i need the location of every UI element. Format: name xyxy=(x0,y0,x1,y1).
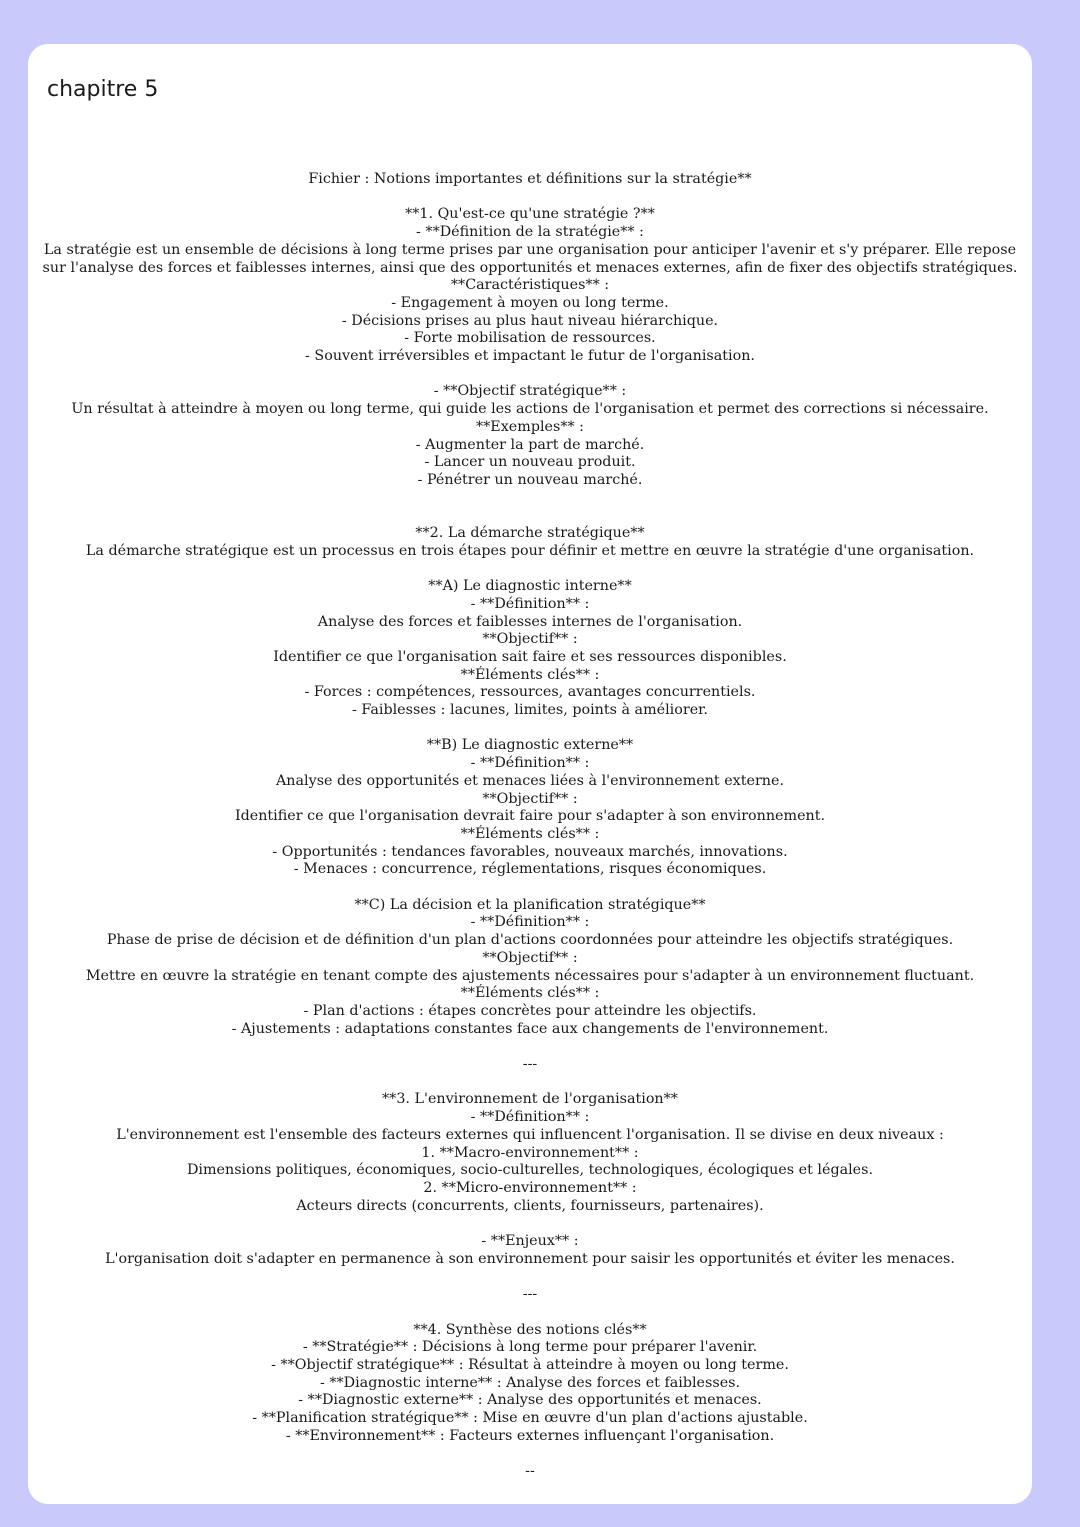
document-line: Identifier ce que l'organisation sait faire et ses ressources disponibles. xyxy=(273,648,787,665)
blank-line xyxy=(42,1038,1018,1056)
document-line: Identifier ce que l'organisation devrait faire pour s'adapter à son environnement. xyxy=(234,808,826,825)
document-body xyxy=(42,171,1021,1481)
document-line: - Augmenter la part de marché. xyxy=(415,436,645,453)
document-line: 2. **Micro-environnement** : xyxy=(423,1179,637,1196)
document-line: -- xyxy=(525,1463,535,1480)
document-line: - **Diagnostic interne** : Analyse des forces et faiblesses. xyxy=(319,1374,741,1391)
document-line: **Éléments clés** : xyxy=(460,666,600,683)
document-line: **4. Synthèse des notions clés** xyxy=(413,1321,647,1338)
blank-line xyxy=(42,1268,1018,1286)
document-line: **3. L'environnement de l'organisation** xyxy=(382,1091,678,1108)
document-line: **Caractéristiques** : xyxy=(450,277,610,294)
document-line: **1. Qu'est-ce qu'une stratégie ?** xyxy=(405,206,655,223)
document-line: - Engagement à moyen ou long terme. xyxy=(391,294,669,311)
document-line: - **Définition** : xyxy=(470,595,590,612)
blank-line xyxy=(42,366,1018,384)
document-line: **Objectif** : xyxy=(482,949,578,966)
document-line: Phase de prise de décision et de définition d'un plan d'actions coordonnées pour atteindre les objectifs stratégiques. xyxy=(106,932,954,949)
blank-line xyxy=(42,720,1018,738)
document-line: - Plan d'actions : étapes concrètes pour atteindre les objectifs. xyxy=(303,1002,757,1019)
document-line: - **Stratégie** : Décisions à long terme pour préparer l'avenir. xyxy=(302,1339,758,1356)
document-line: La démarche stratégique est un processus en trois étapes pour définir et mettre en œuvre la stratégie d'une organisation. xyxy=(85,542,975,559)
document-line: - Lancer un nouveau produit. xyxy=(424,454,636,471)
document-line: **Éléments clés** : xyxy=(460,985,600,1002)
document-line: - **Objectif stratégique** : Résultat à atteindre à moyen ou long terme. xyxy=(271,1356,789,1373)
chapter-title: chapitre 5 xyxy=(47,77,159,102)
document-line: - **Enjeux** : xyxy=(481,1233,579,1250)
document-line: L'organisation doit s'adapter en permanence à son environnement pour saisir les opportunités et éviter les menaces. xyxy=(105,1250,955,1267)
document-line: - Faiblesses : lacunes, limites, points à améliorer. xyxy=(352,702,708,719)
document-line: - Pénétrer un nouveau marché. xyxy=(417,471,643,488)
blank-line xyxy=(42,1304,1018,1322)
document-line: - Forces : compétences, ressources, avantages concurrentiels. xyxy=(304,684,756,701)
blank-line xyxy=(42,1074,1018,1092)
document-line: Analyse des forces et faiblesses internes de l'organisation. xyxy=(317,613,743,630)
document-line: - Souvent irréversibles et impactant le futur de l'organisation. xyxy=(305,348,755,365)
document-line: --- xyxy=(522,1056,538,1073)
document-line: **Objectif** : xyxy=(482,790,578,807)
blank-line xyxy=(42,879,1018,897)
document-line: - **Environnement** : Facteurs externes influençant l'organisation. xyxy=(285,1427,775,1444)
document-line: Mettre en œuvre la stratégie en tenant compte des ajustements nécessaires pour s'adapter à un environnement fluctuant. xyxy=(85,967,975,984)
document-line: - **Définition de la stratégie** : xyxy=(416,224,644,241)
document-line: Fichier : Notions importantes et définitions sur la stratégie** xyxy=(308,171,752,187)
document-line: Dimensions politiques, économiques, socio-culturelles, technologiques, écologiques et légales. xyxy=(186,1162,874,1179)
document-line: - **Objectif stratégique** : xyxy=(433,383,627,400)
document-line: Acteurs directs (concurrents, clients, fournisseurs, partenaires). xyxy=(296,1197,764,1214)
document-line: **Exemples** : xyxy=(476,418,584,435)
document-line: **C) La décision et la planification stratégique** xyxy=(354,896,706,913)
document-line: - **Définition** : xyxy=(470,755,590,772)
document-line: - **Planification stratégique** : Mise en œuvre d'un plan d'actions ajustable. xyxy=(252,1410,808,1427)
document-line: --- xyxy=(522,1286,538,1303)
document-line: **B) Le diagnostic externe** xyxy=(426,737,634,754)
document-line: **Objectif** : xyxy=(482,631,578,648)
document-line: La stratégie est un ensemble de décisions à long terme prises par une organisation pour anticiper l'avenir et s'y préparer. Elle repose sur l'analyse des forces et faiblesses internes, ainsi que des opportunités et menaces externes, afin de fixer des objectifs stratégiques. xyxy=(42,241,1021,276)
document-line: - Menaces : concurrence, réglementations, risques économiques. xyxy=(293,861,767,878)
document-line: L'environnement est l'ensemble des facteurs externes qui influencent l'organisation. Il se divise en deux niveaux : xyxy=(116,1126,944,1143)
document-card xyxy=(28,44,1032,1504)
blank-line xyxy=(42,189,1018,207)
document-line: - Opportunités : tendances favorables, nouveaux marchés, innovations. xyxy=(272,843,788,860)
document-line: 1. **Macro-environnement** : xyxy=(421,1144,639,1161)
document-line: Analyse des opportunités et menaces liées à l'environnement externe. xyxy=(275,772,784,789)
blank-line xyxy=(42,507,1018,525)
document-line: - Forte mobilisation de ressources. xyxy=(404,330,656,347)
document-line: - Décisions prises au plus haut niveau hiérarchique. xyxy=(341,312,719,329)
document-line: **2. La démarche stratégique** xyxy=(415,525,645,541)
blank-line xyxy=(42,490,1018,508)
blank-line xyxy=(42,560,1018,578)
document-line: **Éléments clés** : xyxy=(460,825,600,842)
document-line: - **Diagnostic externe** : Analyse des opportunités et menaces. xyxy=(298,1392,762,1409)
document-line: - **Définition** : xyxy=(470,914,590,931)
blank-line xyxy=(42,1215,1018,1233)
blank-line xyxy=(42,1445,1018,1463)
document-line: **A) Le diagnostic interne** xyxy=(428,578,632,595)
document-line: Un résultat à atteindre à moyen ou long terme, qui guide les actions de l'organisation et permet des corrections si nécessaire. xyxy=(71,401,989,418)
document-line: - Ajustements : adaptations constantes face aux changements de l'environnement. xyxy=(231,1020,829,1037)
document-line: - **Définition** : xyxy=(470,1109,590,1126)
